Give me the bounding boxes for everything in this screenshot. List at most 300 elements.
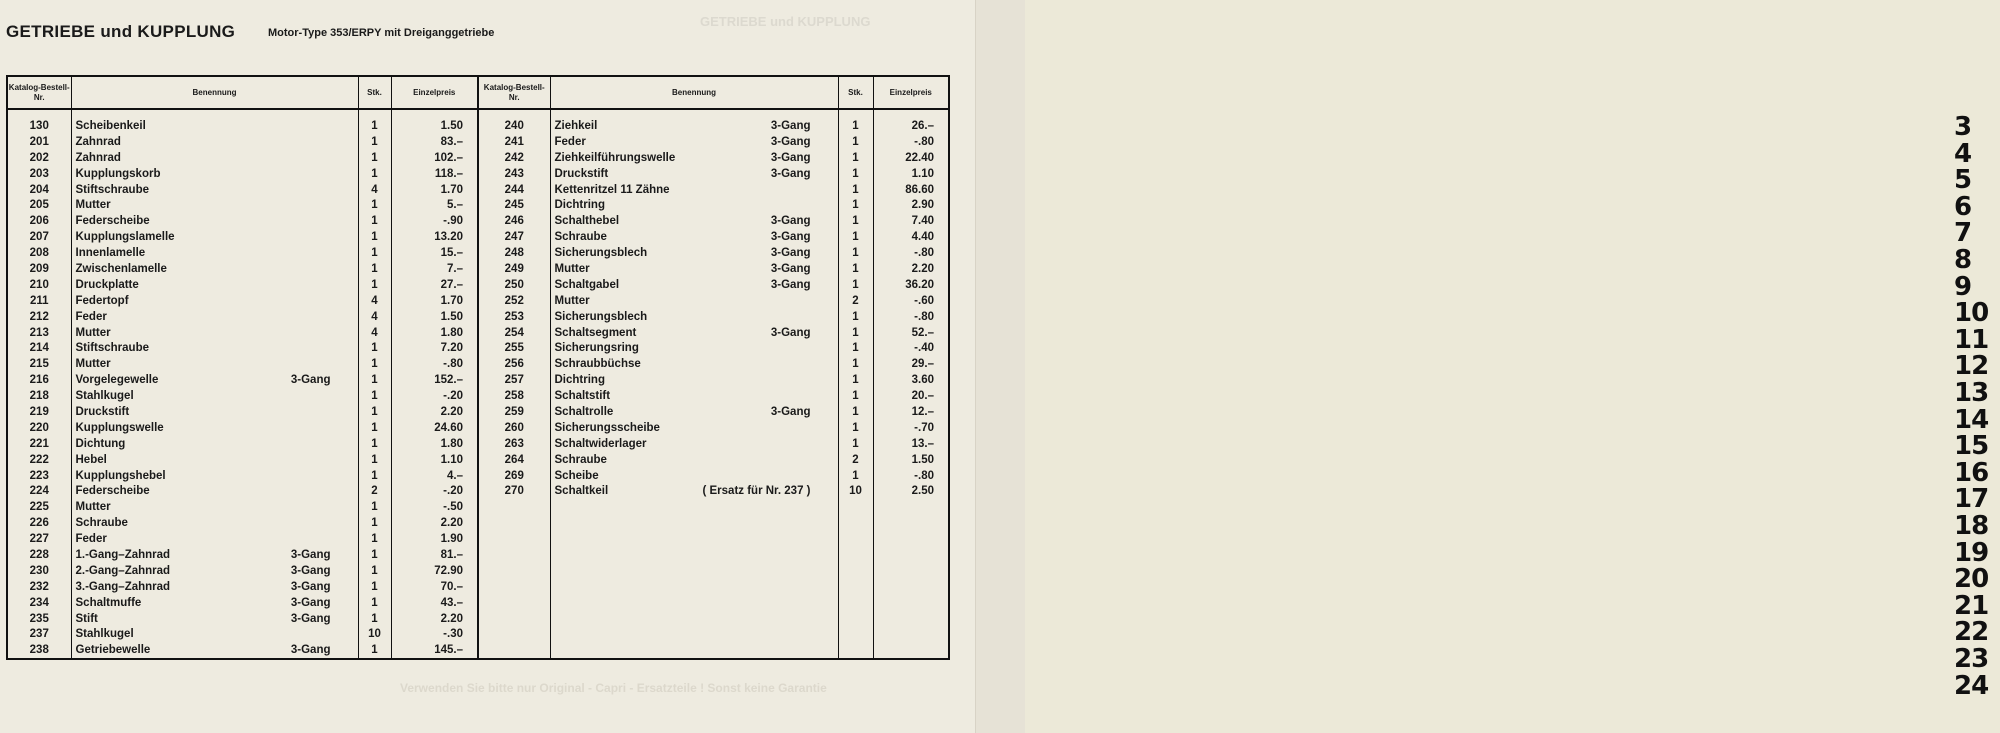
thumb-tab-16: 16 [1954, 457, 1989, 488]
part-name: 1.-Gang–Zahnrad [75, 548, 171, 561]
part-name: Schaltrolle [554, 405, 614, 418]
part-name: Kupplungswelle [75, 421, 164, 434]
cell-price: 20.– [873, 388, 949, 404]
cell-name [71, 261, 358, 277]
cell-catalog-nr: 232 [7, 579, 71, 595]
cell-price [873, 627, 949, 643]
cell-qty: 1 [358, 277, 391, 293]
cell-name [71, 642, 358, 659]
cell-catalog-nr: 220 [7, 420, 71, 436]
cell-name [71, 595, 358, 611]
cell-qty: 1 [838, 404, 873, 420]
cell-qty: 1 [838, 372, 873, 388]
cell-name [550, 166, 838, 182]
cell-qty [838, 579, 873, 595]
cell-catalog-nr: 216 [7, 372, 71, 388]
cell-catalog-nr: 225 [7, 499, 71, 515]
cell-qty: 1 [358, 468, 391, 484]
cell-catalog-nr [478, 563, 550, 579]
cell-name [71, 118, 358, 134]
table-row [7, 166, 949, 182]
cell-price: 1.70 [391, 293, 478, 309]
table-row [7, 388, 949, 404]
cell-catalog-nr [478, 547, 550, 563]
cell-name [550, 483, 838, 499]
header-qty: Stk. [838, 76, 873, 109]
cell-name [550, 325, 838, 341]
thumb-tab-23: 23 [1954, 644, 1989, 674]
table-row [7, 404, 949, 420]
cell-catalog-nr [478, 515, 550, 531]
cell-name [550, 229, 838, 245]
cell-price: 2.20 [391, 515, 478, 531]
cell-price: 145.– [391, 642, 478, 659]
cell-qty: 1 [838, 436, 873, 452]
part-name: Mutter [75, 358, 111, 371]
cell-qty [838, 531, 873, 547]
cell-catalog-nr: 256 [478, 356, 550, 372]
cell-catalog-nr: 241 [478, 134, 550, 150]
cell-qty: 1 [838, 245, 873, 261]
part-name: Feder [554, 135, 586, 148]
cell-name [71, 627, 358, 643]
part-name: Zwischenlamelle [75, 262, 167, 275]
part-name: Schaltwiderlager [554, 437, 647, 450]
cell-catalog-nr: 206 [7, 213, 71, 229]
cell-name [71, 436, 358, 452]
part-name: Hebel [75, 453, 107, 466]
cell-price: 2.20 [391, 611, 478, 627]
cell-qty: 1 [358, 563, 391, 579]
cell-catalog-nr: 218 [7, 388, 71, 404]
cell-qty: 1 [838, 468, 873, 484]
table-row [7, 309, 949, 325]
cell-qty: 1 [838, 229, 873, 245]
part-name: Schraube [75, 517, 128, 530]
part-name: Dichtring [554, 374, 605, 387]
cell-catalog-nr: 243 [478, 166, 550, 182]
table-row [7, 547, 949, 563]
table-row [7, 134, 949, 150]
cell-catalog-nr: 247 [478, 229, 550, 245]
part-name: Scheibenkeil [75, 119, 146, 132]
cell-name [550, 531, 838, 547]
cell-price: 152.– [391, 372, 478, 388]
cell-name [550, 356, 838, 372]
header-qty: Stk. [358, 76, 391, 109]
cell-qty: 1 [838, 118, 873, 134]
thumb-tab-12: 12 [1954, 351, 1989, 382]
cell-name [71, 404, 358, 420]
cell-price: 81.– [391, 547, 478, 563]
cell-qty: 1 [358, 213, 391, 229]
part-variant: 3-Gang [770, 151, 811, 164]
thumb-tab-18: 18 [1954, 511, 1989, 541]
cell-qty: 1 [838, 356, 873, 372]
cell-name [71, 547, 358, 563]
cell-catalog-nr: 202 [7, 150, 71, 166]
thumb-tab-10: 10 [1954, 298, 1989, 329]
part-name: Kettenritzel 11 Zähne [554, 183, 670, 196]
cell-qty [838, 563, 873, 579]
cell-catalog-nr: 223 [7, 468, 71, 484]
thumb-tab-15: 15 [1954, 431, 1989, 462]
cell-qty: 1 [838, 197, 873, 213]
cell-price: 27.– [391, 277, 478, 293]
cell-name [71, 293, 358, 309]
cell-catalog-nr: 234 [7, 595, 71, 611]
cell-catalog-nr: 205 [7, 197, 71, 213]
part-variant: 3-Gang [290, 564, 331, 577]
cell-qty: 1 [358, 261, 391, 277]
cell-price: 13.– [873, 436, 949, 452]
cell-name [550, 182, 838, 198]
cell-price: 86.60 [873, 182, 949, 198]
cell-price: 1.10 [873, 166, 949, 182]
cell-name [550, 547, 838, 563]
cell-catalog-nr [478, 611, 550, 627]
part-name: Mutter [75, 501, 111, 514]
part-name: Mutter [75, 199, 111, 212]
cell-catalog-nr: 242 [478, 150, 550, 166]
cell-catalog-nr: 252 [478, 293, 550, 309]
cell-qty: 1 [358, 452, 391, 468]
cell-qty [838, 627, 873, 643]
thumb-tab-11: 11 [1954, 324, 1989, 355]
cell-name [71, 468, 358, 484]
part-variant: 3-Gang [770, 119, 811, 132]
table-row [7, 627, 949, 643]
cell-qty: 2 [838, 452, 873, 468]
cell-qty: 1 [838, 182, 873, 198]
part-variant: 3-Gang [770, 231, 811, 244]
thumb-tab-17: 17 [1954, 484, 1989, 515]
cell-catalog-nr: 270 [478, 483, 550, 499]
cell-catalog-nr: 248 [478, 245, 550, 261]
cell-catalog-nr: 258 [478, 388, 550, 404]
cell-name [550, 340, 838, 356]
cell-price: -.20 [391, 483, 478, 499]
cell-qty: 1 [358, 356, 391, 372]
cell-catalog-nr: 264 [478, 452, 550, 468]
page-subtitle: Motor-Type 353/ERPY mit Dreiganggetriebe [268, 27, 495, 39]
cell-qty: 1 [358, 229, 391, 245]
cell-catalog-nr: 253 [478, 309, 550, 325]
part-name: Zahnrad [75, 135, 121, 148]
cell-qty: 1 [838, 150, 873, 166]
part-name: Feder [75, 533, 107, 546]
cell-qty [838, 515, 873, 531]
cell-qty: 2 [358, 483, 391, 499]
part-name: Schaltkeil [554, 485, 609, 498]
cell-price [873, 499, 949, 515]
cell-catalog-nr: 245 [478, 197, 550, 213]
part-name: Schalthebel [554, 215, 620, 228]
part-variant: 3-Gang [770, 262, 811, 275]
part-name: Zahnrad [75, 151, 121, 164]
cell-price [873, 515, 949, 531]
part-name: Sicherungsblech [554, 310, 648, 323]
cell-name [71, 229, 358, 245]
cell-qty: 1 [358, 579, 391, 595]
table-row [7, 563, 949, 579]
cell-name [550, 197, 838, 213]
table-row [7, 642, 949, 659]
cell-catalog-nr: 226 [7, 515, 71, 531]
cell-price [873, 579, 949, 595]
part-variant: 3-Gang [770, 215, 811, 228]
part-name: Stift [75, 612, 98, 625]
cell-name [71, 499, 358, 515]
cell-name [550, 213, 838, 229]
table-row [7, 293, 949, 309]
cell-qty: 1 [838, 134, 873, 150]
table-row [7, 420, 949, 436]
thumb-tab-6: 6 [1954, 191, 1972, 222]
cell-catalog-nr: 213 [7, 325, 71, 341]
table-header-row [7, 76, 949, 109]
cell-price: 24.60 [391, 420, 478, 436]
cell-price: 36.20 [873, 277, 949, 293]
part-name: Schaltgabel [554, 278, 620, 291]
cell-name [71, 579, 358, 595]
table-row [7, 325, 949, 341]
cell-price: 4.40 [873, 229, 949, 245]
header-price: Einzelpreis [873, 76, 949, 109]
cell-name [71, 245, 358, 261]
cell-catalog-nr: 221 [7, 436, 71, 452]
cell-price: 1.80 [391, 436, 478, 452]
table-row [7, 372, 949, 388]
part-name: Innenlamelle [75, 247, 146, 260]
cell-qty [838, 547, 873, 563]
cell-price [873, 531, 949, 547]
table-row [7, 499, 949, 515]
cell-price: 26.– [873, 118, 949, 134]
cell-qty: 1 [358, 611, 391, 627]
thumb-tab-14: 14 [1954, 404, 1989, 435]
cell-price: 7.20 [391, 340, 478, 356]
part-name: Stiftschraube [75, 342, 149, 355]
part-name: Ziehkeilführungswelle [554, 151, 676, 164]
cell-name [550, 293, 838, 309]
cell-price: 2.90 [873, 197, 949, 213]
cell-name [550, 627, 838, 643]
cell-price: 1.90 [391, 531, 478, 547]
cell-name [71, 134, 358, 150]
cell-qty: 1 [838, 340, 873, 356]
part-name: Mutter [554, 262, 590, 275]
thumb-tab-8: 8 [1954, 245, 1972, 275]
cell-name [71, 372, 358, 388]
cell-price: 29.– [873, 356, 949, 372]
part-variant: 3-Gang [290, 596, 331, 609]
cell-qty: 4 [358, 325, 391, 341]
cell-name [71, 531, 358, 547]
cell-price: -.60 [873, 293, 949, 309]
page-title: GETRIEBE und KUPPLUNG [6, 22, 236, 41]
cell-catalog-nr: 235 [7, 611, 71, 627]
cell-price: 70.– [391, 579, 478, 595]
table-row [7, 515, 949, 531]
cell-name [550, 515, 838, 531]
cell-name [550, 309, 838, 325]
cell-price: 7.40 [873, 213, 949, 229]
cell-name [550, 150, 838, 166]
cell-name [71, 420, 358, 436]
cell-qty [838, 595, 873, 611]
cell-price: 4.– [391, 468, 478, 484]
thumb-tab-20: 20 [1954, 564, 1989, 595]
cell-name [550, 261, 838, 277]
table-row [7, 182, 949, 198]
cell-catalog-nr: 207 [7, 229, 71, 245]
thumb-tab-3: 3 [1954, 112, 1972, 142]
part-name: Dichtung [75, 437, 126, 450]
cell-catalog-nr: 237 [7, 627, 71, 643]
cell-price: -.20 [391, 388, 478, 404]
cell-price: 2.20 [391, 404, 478, 420]
cell-name [550, 134, 838, 150]
table-row [7, 261, 949, 277]
cell-qty: 4 [358, 293, 391, 309]
cell-name [71, 213, 358, 229]
cell-catalog-nr: 219 [7, 404, 71, 420]
thumb-index-edge [975, 0, 1989, 733]
cell-catalog-nr [478, 595, 550, 611]
cell-price: 22.40 [873, 150, 949, 166]
thumb-tab-24: 24 [1954, 670, 1989, 701]
part-name: Schraubbüchse [554, 358, 641, 371]
cell-price [873, 595, 949, 611]
table-row [7, 150, 949, 166]
cell-name [71, 150, 358, 166]
cell-catalog-nr: 238 [7, 642, 71, 659]
cell-name [550, 611, 838, 627]
cell-catalog-nr: 224 [7, 483, 71, 499]
part-name: Sicherungsring [554, 342, 639, 355]
table-row [7, 197, 949, 213]
table-row [7, 452, 949, 468]
cell-catalog-nr: 250 [478, 277, 550, 293]
part-name: Kupplungskorb [75, 167, 161, 180]
part-name: Getriebewelle [75, 644, 151, 657]
part-name: Druckstift [554, 167, 609, 180]
part-variant: 3-Gang [290, 374, 331, 387]
cell-qty: 1 [838, 388, 873, 404]
part-variant: 3-Gang [290, 612, 331, 625]
cell-price: -.40 [873, 340, 949, 356]
cell-qty: 1 [358, 404, 391, 420]
table-row [7, 213, 949, 229]
part-name: 2.-Gang–Zahnrad [75, 564, 171, 577]
table-row [7, 595, 949, 611]
parts-table [6, 75, 950, 660]
thumb-tab-13: 13 [1954, 378, 1989, 408]
cell-qty: 1 [838, 325, 873, 341]
thumb-tab-5: 5 [1954, 165, 1972, 196]
thumb-tab-4: 4 [1954, 138, 1972, 169]
cell-qty [838, 499, 873, 515]
cell-catalog-nr: 222 [7, 452, 71, 468]
cell-name [71, 563, 358, 579]
cell-qty: 1 [838, 420, 873, 436]
cell-qty: 1 [358, 642, 391, 659]
part-name: Stahlkugel [75, 390, 134, 403]
thumb-tab-19: 19 [1954, 537, 1989, 568]
bleed-through-title: GETRIEBE und KUPPLUNG [700, 14, 871, 29]
cell-name [71, 197, 358, 213]
thumb-tab-21: 21 [1954, 590, 1989, 621]
cell-price: 1.50 [391, 118, 478, 134]
part-name: Vorgelegewelle [75, 374, 159, 387]
cell-price: -.80 [873, 468, 949, 484]
cell-catalog-nr: 201 [7, 134, 71, 150]
cell-qty: 1 [358, 166, 391, 182]
part-name: Stiftschraube [75, 183, 149, 196]
part-name: 3.-Gang–Zahnrad [75, 580, 171, 593]
cell-price: 118.– [391, 166, 478, 182]
cell-name [71, 182, 358, 198]
cell-qty: 1 [838, 277, 873, 293]
part-name: Federscheibe [75, 215, 150, 228]
cell-qty: 10 [838, 483, 873, 499]
cell-price: 3.60 [873, 372, 949, 388]
table-row [7, 611, 949, 627]
part-name: Sicherungsblech [554, 247, 648, 260]
thumb-tab-9: 9 [1954, 271, 1972, 302]
cell-price: 1.10 [391, 452, 478, 468]
cell-price: 13.20 [391, 229, 478, 245]
cell-name [550, 499, 838, 515]
cell-qty: 1 [358, 420, 391, 436]
cell-name [550, 579, 838, 595]
cell-name [550, 563, 838, 579]
cell-price: 2.20 [873, 261, 949, 277]
cell-price: -.80 [873, 309, 949, 325]
cell-name [550, 420, 838, 436]
cell-qty: 1 [358, 245, 391, 261]
cell-catalog-nr: 209 [7, 261, 71, 277]
part-variant: 3-Gang [290, 580, 331, 593]
cell-qty: 10 [358, 627, 391, 643]
cell-name [550, 595, 838, 611]
cell-price: 102.– [391, 150, 478, 166]
cell-price [873, 563, 949, 579]
cell-price: 2.50 [873, 483, 949, 499]
cell-name [71, 452, 358, 468]
cell-qty: 4 [358, 182, 391, 198]
cell-price: 83.– [391, 134, 478, 150]
cell-qty: 1 [358, 388, 391, 404]
table-row [7, 531, 949, 547]
cell-price [873, 611, 949, 627]
part-name: Mutter [75, 326, 111, 339]
cell-name [550, 436, 838, 452]
cell-name [550, 245, 838, 261]
cell-name [71, 483, 358, 499]
part-name: Federscheibe [75, 485, 150, 498]
cell-catalog-nr [478, 579, 550, 595]
header-name: Benennung [71, 76, 358, 109]
cell-catalog-nr: 210 [7, 277, 71, 293]
cell-catalog-nr: 208 [7, 245, 71, 261]
cell-price: -.80 [391, 356, 478, 372]
table-row [7, 277, 949, 293]
cell-name [71, 325, 358, 341]
cell-catalog-nr: 246 [478, 213, 550, 229]
cell-price: -.30 [391, 627, 478, 643]
